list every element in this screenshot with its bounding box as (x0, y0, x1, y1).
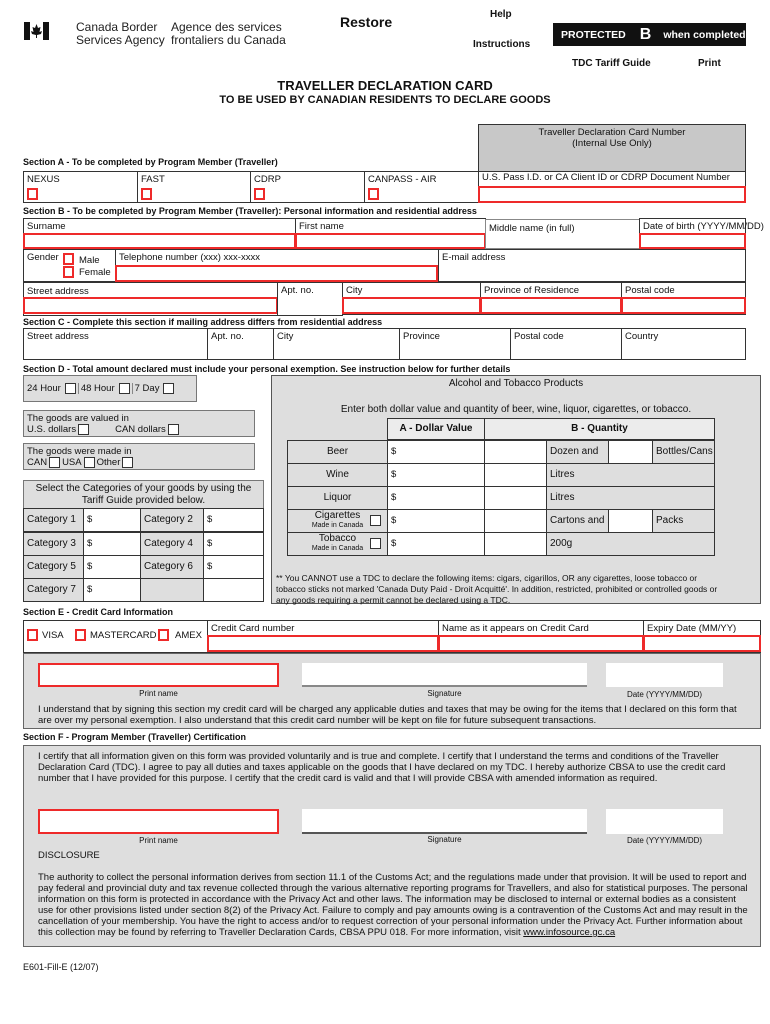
city-input[interactable] (342, 297, 481, 314)
alcohol-item-label: Wine (326, 469, 349, 480)
mail-city-label: City (277, 331, 294, 342)
origin-usa-label: USA (62, 457, 82, 469)
dollar-sign: $ (391, 469, 397, 480)
instructions-button[interactable]: Instructions (473, 39, 531, 50)
form-subtitle: TO BE USED BY CANADIAN RESIDENTS TO DECLARE GOODS (219, 94, 551, 106)
mastercard-checkbox[interactable] (75, 629, 86, 641)
tariff-guide-button[interactable]: TDC Tariff Guide (572, 58, 651, 69)
form-title: TRAVELLER DECLARATION CARD (277, 78, 493, 93)
category-amount-input[interactable] (203, 532, 264, 556)
sub-quantity-input[interactable] (608, 440, 653, 464)
quantity-input[interactable] (484, 440, 547, 464)
dob-input[interactable] (639, 233, 746, 249)
section-e-title: Section E - Credit Card Information (23, 607, 174, 617)
mastercard-label: MASTERCARD (90, 630, 157, 641)
help-button[interactable]: Help (490, 9, 512, 20)
duration-7day-label: 7 Day (132, 383, 162, 394)
section-a-title: Section A - To be completed by Program Member (Traveller) (23, 157, 278, 167)
middle-name-input[interactable] (485, 219, 640, 249)
duration-48-checkbox[interactable] (119, 383, 130, 394)
mail-city-input[interactable] (273, 328, 400, 360)
cert-date-input[interactable] (606, 809, 723, 834)
program-label: FAST (141, 174, 165, 185)
alcohol-title: Alcohol and Tobacco Products (448, 378, 584, 389)
middle-name-label: Middle name (in full) (489, 223, 575, 234)
street-label: Street address (27, 286, 89, 297)
dollar-sign: $ (207, 538, 213, 549)
cert-signature-caption: Signature (427, 835, 462, 844)
quantity-unit-cell (546, 486, 715, 510)
postal-input[interactable] (621, 297, 746, 314)
cc-name-label: Name as it appears on Credit Card (442, 623, 589, 634)
male-label: Male (79, 255, 100, 266)
origin-label: The goods were made in (27, 446, 132, 457)
us-dollars-checkbox[interactable] (78, 424, 89, 435)
alcohol-item-label: Cigarettes (314, 510, 361, 521)
col-dollar-value: A - Dollar Value (387, 418, 485, 440)
category-label: Category 7 (27, 584, 76, 595)
alcohol-item-cell (287, 532, 388, 556)
duration-24-label: 24 Hour (27, 383, 61, 394)
agency-fr-line1: Agence des services (171, 20, 282, 34)
program-fast (137, 171, 251, 203)
postal-label: Postal code (625, 285, 675, 296)
male-checkbox[interactable] (63, 253, 74, 265)
cc-number-input[interactable] (207, 635, 439, 652)
quantity-unit-cell (546, 463, 715, 487)
certification-panel (23, 745, 761, 947)
quantity-input[interactable] (484, 532, 547, 556)
currency-label: The goods are valued in (27, 413, 129, 424)
province-input[interactable] (480, 297, 622, 314)
mail-country-input[interactable] (621, 328, 746, 360)
cc-name-input[interactable] (438, 635, 644, 652)
quantity-unit-cell (546, 532, 715, 556)
disclosure-title: DISCLOSURE (38, 850, 100, 861)
can-dollars-checkbox[interactable] (168, 424, 179, 435)
apt-input[interactable] (277, 282, 343, 316)
cc-authorization-text: I understand that by signing this section my credit card will be charged any applicable duties and taxes that may be owing for the items that I declared on this form that are over my personal exemption. I also understand that this credit card number will be kept on file for future subsequent transactions. (38, 704, 737, 726)
category-label: Category 5 (27, 561, 76, 572)
category-label-cell (23, 508, 84, 532)
email-input[interactable] (438, 249, 746, 282)
section-f-title: Section F - Program Member (Traveller) Certification (23, 732, 247, 742)
category-label-cell (23, 532, 84, 556)
cc-print-name-caption: Print name (139, 689, 178, 698)
amex-checkbox[interactable] (158, 629, 169, 641)
telephone-input[interactable] (115, 265, 438, 282)
program-cdrp (250, 171, 365, 203)
us-dollars-label: U.S. dollars (27, 424, 77, 436)
cc-print-name-input[interactable] (38, 663, 279, 687)
category-label: Category 2 (144, 514, 193, 525)
category-label-cell (23, 578, 84, 602)
made-in-canada-checkbox[interactable] (370, 538, 381, 549)
telephone-label: Telephone number (xxx) xxx-xxxx (119, 252, 260, 263)
dollar-value-input[interactable] (387, 440, 485, 464)
alcohol-item-label: Beer (326, 446, 349, 457)
category-label-cell (140, 555, 204, 579)
form-number: E601-Fill-E (12/07) (23, 962, 99, 972)
origin-can-checkbox[interactable] (49, 457, 60, 468)
categories-header: Select the Categories of your goods by using the Tariff Guide provided below. (23, 480, 264, 509)
province-label: Province of Residence (484, 285, 580, 296)
alcohol-instructions: Enter both dollar value and quantity of beer, wine, liquor, cigarettes, or tobacco. (340, 404, 692, 415)
gender-cell (23, 249, 116, 282)
first-name-input[interactable] (295, 233, 486, 249)
alcohol-item-cell (287, 463, 388, 487)
amex-label: AMEX (175, 630, 202, 641)
quantity-unit-label: 200g (550, 538, 573, 549)
cc-date-input[interactable] (606, 663, 723, 687)
duration-box (23, 375, 197, 402)
dollar-sign: $ (87, 584, 93, 595)
currency-box (23, 410, 255, 437)
quantity-unit-label: Litres (550, 492, 575, 503)
tdc-restriction-note: ** You CANNOT use a TDC to declare the following items: cigars, cigarillos, OR any cigarettes, loose tobacco or tobacco sticks not marked 'Canada Duty Paid - Droit Acquitté'. In addition, restricted, prohibited or controlled goods or any goods requiring a permit cannot be declared using a TDC. (276, 573, 718, 605)
category-amount-input[interactable] (203, 555, 264, 579)
visa-checkbox[interactable] (27, 629, 38, 641)
made-in-canada-label: Made in Canada (311, 545, 364, 552)
email-label: E-mail address (442, 252, 506, 263)
dollar-sign: $ (87, 561, 93, 572)
col-quantity: B - Quantity (484, 418, 715, 440)
category-label: Category 4 (144, 538, 193, 549)
program-canpass (364, 171, 479, 203)
mail-street-input[interactable] (23, 328, 208, 360)
disclosure-body: The authority to collect the personal information derives from section 11.1 of the Customs Act; and the regulations made under that provision. It will be used to report and pay federal and provincial duty and tax revenue collected through the various alternative reporting programs for Travellers, and also for statistical purposes. The personal information on this form is protected in accordance with the Privacy Act and other laws. The information may be disclosed to internal or external bodies as a consistent use for other provisions listed under section 8(2) of the Privacy Act. Failure to comply and pay amounts owing is a contravention of the Customs Act and may result in the cancellation of your membership. You have the right to access and/or to request correction of your personal information under the Privacy Act. Further information about this collection may be found by referring to Traveller Declaration Cards, CBSA PPU 018. For more information, visit (38, 872, 748, 938)
cert-print-name-caption: Print name (139, 836, 178, 845)
alcohol-item-label: Liquor (323, 492, 352, 503)
category-amount-input[interactable] (203, 508, 264, 532)
origin-usa-checkbox[interactable] (84, 457, 95, 468)
origin-can-label: CAN (27, 457, 48, 469)
cert-date-caption: Date (YYYY/MM/DD) (626, 836, 703, 845)
alcohol-item-label: Tobacco (318, 533, 357, 544)
quantity-unit-label: Cartons and (550, 515, 605, 526)
quantity-input[interactable] (484, 486, 547, 510)
section-c-title: Section C - Complete this section if mailing address differs from residential address (23, 317, 383, 327)
agency-name-en (76, 21, 165, 47)
duration-24-checkbox[interactable] (65, 383, 76, 394)
category-label-cell (23, 555, 84, 579)
dollar-sign: $ (87, 538, 93, 549)
quantity-unit-label: Litres (550, 469, 575, 480)
cc-date-caption: Date (YYYY/MM/DD) (626, 690, 703, 699)
alcohol-item-cell (287, 486, 388, 510)
quantity-unit-cell (546, 509, 609, 533)
duration-7day-checkbox[interactable] (163, 383, 174, 394)
made-in-canada-checkbox[interactable] (370, 515, 381, 526)
section-d-title: Section D - Total amount declared must include your personal exemption. See instruction below for further details (23, 364, 511, 374)
infosource-link[interactable]: www.infosource.gc.ca (523, 927, 616, 938)
protected-suffix: when completed (663, 28, 746, 41)
certification-text: I certify that all information given on this form was provided voluntarily and is true and complete. I certify that I understand the terms and conditions of the Traveller Declaration Card (TDC). I agree to pay all duties and taxes applicable on the goods that I have declared on my TDC. I hereby authorize CBSA to use the credit card number that I have provided for this purpose. I certify that the credit card is valid and that I will provide CBSA with amended information as required. (38, 751, 726, 784)
mail-province-input[interactable] (399, 328, 511, 360)
sub-unit-cell (652, 440, 715, 464)
dollar-sign: $ (207, 561, 213, 572)
category-amount-input[interactable] (83, 555, 141, 579)
can-dollars-label: CAN dollars (115, 424, 166, 436)
category-label-cell (140, 532, 204, 556)
empty-cell (203, 578, 264, 602)
origin-other-label: Other (96, 457, 121, 469)
card-number-label: Traveller Declaration Card Number (538, 127, 686, 138)
mail-postal-input[interactable] (510, 328, 622, 360)
canpass-checkbox[interactable] (368, 188, 379, 200)
mail-street-label: Street address (27, 331, 89, 342)
dollar-value-input[interactable] (387, 463, 485, 487)
dollar-sign: $ (391, 446, 397, 457)
origin-other-checkbox[interactable] (122, 457, 133, 468)
empty-cell (140, 578, 204, 602)
dob-label: Date of birth (YYYY/MM/DD) (643, 221, 764, 232)
category-label-cell (140, 508, 204, 532)
restore-button[interactable]: Restore (340, 14, 393, 30)
quantity-input[interactable] (484, 463, 547, 487)
expiry-label: Expiry Date (MM/YY) (647, 623, 737, 634)
mail-apt-input[interactable] (207, 328, 274, 360)
surname-input[interactable] (23, 233, 296, 249)
agency-name-fr (171, 21, 286, 47)
canada-flag-icon (24, 22, 49, 40)
nexus-checkbox[interactable] (27, 188, 38, 200)
sub-quantity-input[interactable] (608, 509, 653, 533)
category-label: Category 1 (27, 514, 76, 525)
mail-province-label: Province (403, 331, 440, 342)
alcohol-item-cell (287, 440, 388, 464)
origin-box (23, 443, 255, 470)
dollar-value-input[interactable] (387, 509, 485, 533)
program-label: CDRP (254, 174, 281, 185)
dollar-value-input[interactable] (387, 532, 485, 556)
agency-en-line1: Canada Border (76, 20, 158, 34)
program-label: NEXUS (27, 174, 60, 185)
dollar-value-input[interactable] (387, 486, 485, 510)
disclosure-text (38, 872, 753, 938)
print-button[interactable]: Print (698, 58, 721, 69)
gender-label: Gender (27, 252, 59, 263)
city-label: City (346, 285, 363, 296)
card-number-box (478, 124, 746, 172)
alcohol-item-cell (287, 509, 388, 533)
program-label: CANPASS - AIR (368, 174, 437, 185)
agency-fr-line2: frontaliers du Canada (171, 33, 286, 47)
dollar-sign: $ (391, 538, 397, 549)
dollar-sign: $ (391, 492, 397, 503)
agency-en-line2: Services Agency (76, 33, 165, 47)
category-amount-input[interactable] (83, 532, 141, 556)
mail-apt-label: Apt. no. (211, 331, 244, 342)
section-b-title: Section B - To be completed by Program Member (Traveller): Personal information and residential address (23, 206, 477, 216)
street-input[interactable] (23, 297, 278, 314)
dollar-sign: $ (391, 515, 397, 526)
made-in-canada-label: Made in Canada (311, 522, 364, 529)
category-amount-input[interactable] (83, 578, 141, 602)
apt-label: Apt. no. (281, 285, 314, 296)
card-number-note: (Internal Use Only) (572, 138, 652, 149)
protected-label: PROTECTED (561, 28, 626, 41)
first-name-label: First name (299, 221, 344, 232)
category-label: Category 3 (27, 538, 76, 549)
dollar-sign: $ (207, 514, 213, 525)
sub-unit-label: Packs (656, 515, 684, 526)
surname-label: Surname (27, 221, 66, 232)
female-checkbox[interactable] (63, 266, 74, 278)
cc-signature-caption: Signature (427, 689, 462, 698)
category-amount-input[interactable] (83, 508, 141, 532)
duration-48-label: 48 Hour (78, 383, 117, 394)
mail-country-label: Country (625, 331, 659, 342)
document-number-label: U.S. Pass I.D. or CA Client ID or CDRP Document Number (482, 172, 730, 183)
quantity-input[interactable] (484, 509, 547, 533)
dollar-sign: $ (87, 514, 93, 525)
cc-number-label: Credit Card number (211, 623, 295, 634)
document-number-input[interactable] (478, 186, 746, 203)
category-label: Category 6 (144, 561, 193, 572)
mail-postal-label: Postal code (514, 331, 564, 342)
cert-signature-field[interactable] (302, 809, 587, 834)
program-nexus (23, 171, 138, 203)
cert-print-name-input[interactable] (38, 809, 279, 834)
female-label: Female (79, 267, 111, 278)
cc-signature-field[interactable] (302, 663, 587, 687)
expiry-input[interactable] (643, 635, 761, 652)
visa-label: VISA (42, 630, 64, 641)
sub-unit-cell (652, 509, 715, 533)
sub-unit-label: Bottles/Cans (656, 446, 713, 457)
protected-b-banner (553, 23, 746, 46)
cdrp-checkbox[interactable] (254, 188, 265, 200)
fast-checkbox[interactable] (141, 188, 152, 200)
cc-signature-panel (23, 653, 761, 729)
card-type-cell (23, 620, 208, 653)
quantity-unit-label: Dozen and (550, 446, 599, 457)
quantity-unit-cell (546, 440, 609, 464)
protected-level: B (639, 25, 652, 43)
